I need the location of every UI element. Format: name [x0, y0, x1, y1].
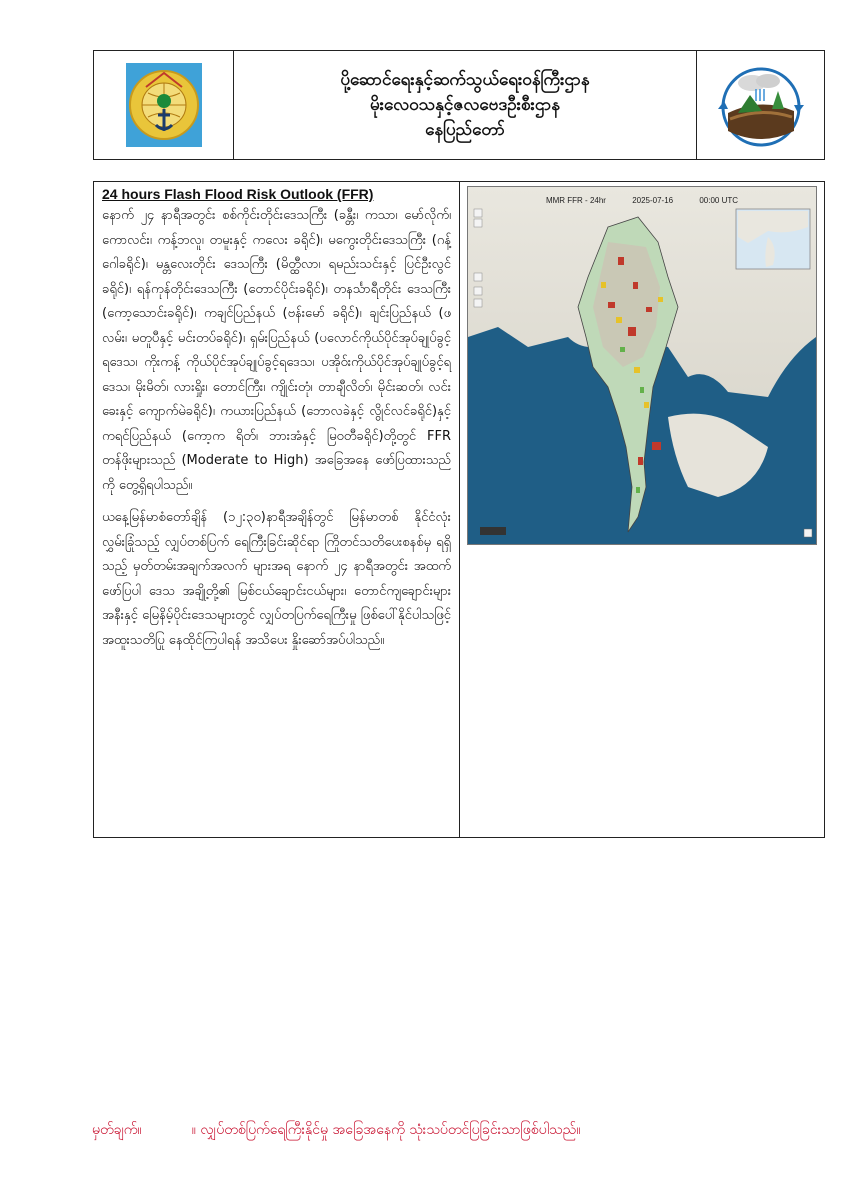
map-time: 00:00 UTC [699, 196, 739, 205]
ffr-map[interactable] [467, 186, 817, 545]
hydrological-cycle-icon [716, 61, 806, 149]
warning-paragraph: ယနေ့မြန်မာစံတော်ချိန် (၁၂:၃၀)နာရီအချိန်တွင် မြန်မာတစ် နိုင်ငံလုံး လွှမ်းခြုံသည့် လျှပ်တစ်ပြက် ရေကြီးခြင်းဆိုင်ရာ ကြိုတင်သတိပေးစနစ်မှ ရရှိသည့် မှတ်တမ်းအချက်အလက် များအရ နောက် ၂၄ နာရီအတွင်း အထက်ဖော်ပြပါ ဒေသ အချို့တို့၏ မြစ်ငယ်ချောင်းငယ်များ၊ တောင်ကျချောင်းများ အနီးနှင့် မြေနိမ့်ပိုင်းဒေသများတွင် လျှပ်တပြက်ရေကြီးမှု ဖြစ်ပေါ်နိုင်ပါသဖြင့် အထူးသတိပြု နေထိုင်ကြပါရန် အသိပေး နှိုးဆော်အပ်ပါသည်။ [102, 510, 451, 648]
map-title [468, 196, 816, 205]
right-logo-cell [697, 51, 824, 159]
map-column [460, 182, 824, 837]
header-table [93, 50, 825, 160]
city-title: နေပြည်တော် [425, 119, 505, 140]
ffr-map-graphic [468, 187, 816, 544]
ministry-title: ပို့ဆောင်ရေးနှင့်ဆက်သွယ်ရေးဝန်ကြီးဌာန [340, 69, 590, 90]
department-emblem-icon [126, 63, 202, 147]
map-date: 2025-07-16 [632, 196, 674, 205]
footer-text: ။ လျှပ်တစ်ပြက်ရေကြီးနိုင်မှု အခြေအနေကို သုံးသပ်တင်ပြခြင်းသာဖြစ်ပါသည်။ [191, 1122, 581, 1138]
map-label: MMR FFR - 24hr [545, 196, 606, 205]
risk-areas-paragraph: နောက် ၂၄ နာရီအတွင်း စစ်ကိုင်းတိုင်းဒေသကြီး (ခန္တီး၊ ကသာ၊ မော်လိုက်၊ ကောလင်း၊ ကန့်ဘလူ၊ တမူးနှင့် ကလေး ခရိုင်)၊ မကွေးတိုင်းဒေသကြီး (ဂန့်ဂေါခရိုင်)၊ မန္တလေးတိုင်း ဒေသကြီး (မိတ္ထီလာ၊ ရမည်းသင်းနှင့် ပြင်ဦးလွင်ခရိုင်)၊ ရန်ကုန်တိုင်းဒေသကြီး (တောင်ပိုင်းခရိုင်)၊ တနင်္သာရီတိုင်း ဒေသကြီး (ကော့သောင်းခရိုင်)၊ ကချင်ပြည်နယ် (ဗန်းမော် ခရိုင်)၊ ချင်းပြည်နယ် (ဖလမ်း၊ မတူပီနှင့် မင်းတပ်ခရိုင်)၊ ရှမ်းပြည်နယ် (ပလောင်ကိုယ်ပိုင်အုပ်ချုပ်ခွင့်ရဒေသ၊ ကိုးကန့် ကိုယ်ပိုင်အုပ်ချုပ်ခွင့်ရဒေသ၊ ပအိုဝ်းကိုယ်ပိုင်အုပ်ချုပ်ခွင့်ရ ဒေသ၊ မိုးမိတ်၊ လားရှိုး၊ တောင်ကြီး၊ ကျိုင်းတုံ၊ တာချီလိတ်၊ မိုင်းဆတ်၊ လင်းခေးနှင့် ကျောက်မဲခရိုင်)၊ ကယားပြည်နယ် (ဘောလခဲနှင့် လွိုင်လင်ခရိုင်)နှင့် ကရင်ပြည်နယ် (ကော့က ရိတ်၊ ဘားအံနှင့် မြဝတီခရိုင်)တို့တွင် FFR တန်ဖိုးများသည် (Moderate to High) အခြေအနေ ဖော်ပြထားသည်ကို တွေ့ရှိရပါသည်။ [102, 208, 451, 493]
header-title-cell [234, 51, 697, 159]
footer-label: မှတ်ချက်။ [92, 1122, 142, 1138]
text-column [94, 182, 460, 837]
section-heading: 24 hours Flash Flood Risk Outlook (FFR) [102, 186, 374, 202]
footer-note [92, 1120, 580, 1141]
left-logo-cell [94, 51, 234, 159]
content-table [93, 181, 825, 838]
department-title: မိုးလေဝသနှင့်ဇလဗေဒဦးစီးဌာန [369, 94, 561, 115]
